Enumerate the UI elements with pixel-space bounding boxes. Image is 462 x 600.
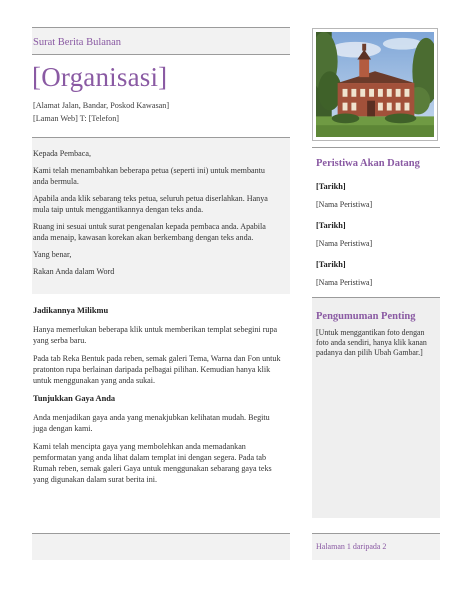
footer-band-left: [32, 534, 290, 560]
event-name[interactable]: [Nama Peristiwa]: [316, 200, 373, 209]
school-building-photo: [316, 32, 434, 137]
letter-paragraph[interactable]: Ruang ini sesuai untuk surat pengenalan kepada pembaca anda. Apabila anda menaip, kawasan korekan akan berkembang dengan teks anda.: [33, 222, 266, 242]
article-paragraph[interactable]: Anda menjadikan gaya anda yang menakjubkan kelihatan mudah. Begitu juga dengan kami.: [33, 413, 270, 433]
event-name[interactable]: [Nama Peristiwa]: [316, 278, 373, 287]
article-heading[interactable]: Tunjukkan Gaya Anda: [33, 394, 116, 403]
newsletter-label[interactable]: Surat Berita Bulanan: [33, 37, 122, 48]
letter-greeting[interactable]: Kepada Pembaca,: [33, 149, 91, 158]
event-name[interactable]: [Nama Peristiwa]: [316, 239, 373, 248]
notice-text[interactable]: [Untuk menggantikan foto dengan foto anda sendiri, hanya klik kanan padanya dan pilih Ubah Gambar.]: [316, 328, 427, 357]
photo-frame[interactable]: [312, 28, 438, 141]
article-paragraph[interactable]: Kami telah mencipta gaya yang membolehkan anda memadankan pemformatan yang anda lihat dalam templat ini dengan segera. Pada tab Rumah reben, semak galeri Gaya untuk menggunakan sebarang gaya teks yang digunakan dalam surat berita ini.: [33, 442, 272, 484]
article-heading[interactable]: Jadikannya Milikmu: [33, 306, 109, 315]
article-paragraph[interactable]: Pada tab Reka Bentuk pada reben, semak galeri Tema, Warna dan Fon untuk pratonton rupa berlainan daripada pelbagai pilihan. Kemudian hanya klik untuk menggunakan yang anda sukai.: [33, 354, 281, 385]
letter-paragraph[interactable]: Apabila anda klik sebarang teks petua, seluruh petua diserlahkan. Hanya mula taip untuk menggantikannya dengan teks anda.: [33, 194, 268, 214]
notice-title[interactable]: Pengumuman Penting: [316, 311, 416, 322]
event-date[interactable]: [Tarikh]: [316, 221, 346, 230]
rule-header-bottom: [32, 54, 290, 55]
contact-line[interactable]: [Laman Web] T: [Telefon]: [33, 114, 120, 123]
address-line[interactable]: [Alamat Jalan, Bandar, Poskod Kawasan]: [33, 101, 170, 110]
letter-signature[interactable]: Rakan Anda dalam Word: [33, 267, 115, 276]
rule-events-top: [312, 147, 440, 148]
articles-column: [33, 305, 285, 492]
letter-section: [33, 148, 281, 283]
events-title[interactable]: Peristiwa Akan Datang: [316, 158, 420, 169]
page-number: Halaman 1 daripada 2: [316, 542, 387, 551]
event-date[interactable]: [Tarikh]: [316, 182, 346, 191]
event-date[interactable]: [Tarikh]: [316, 260, 346, 269]
article-paragraph[interactable]: Hanya memerlukan beberapa klik untuk memberikan templat sebegini rupa yang serba baru.: [33, 325, 278, 345]
organization-name[interactable]: [Organisasi]: [32, 62, 168, 92]
letter-closing[interactable]: Yang benar,: [33, 250, 72, 259]
letter-paragraph[interactable]: Kami telah menambahkan beberapa petua (seperti ini) untuk membantu anda bermula.: [33, 166, 265, 186]
